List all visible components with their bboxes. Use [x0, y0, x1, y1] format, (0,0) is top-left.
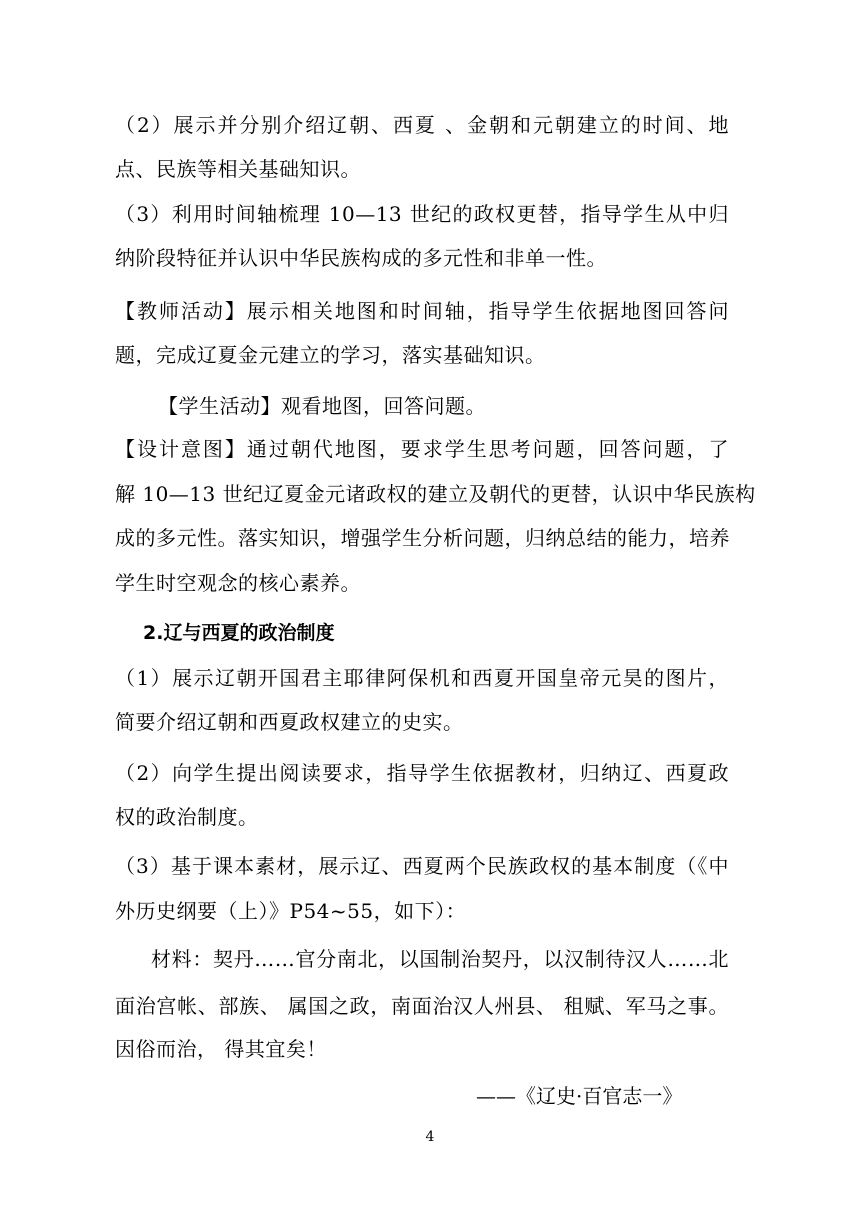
paragraph-line: 【设计意图】通过朝代地图，要求学生思考问题，回答问题，了: [115, 437, 729, 461]
material-line: 因俗而治， 得其宜矣！: [115, 1037, 327, 1061]
paragraph-line: 题，完成辽夏金元建立的学习，落实基础知识。: [115, 343, 546, 367]
material-line: 面治宫帐、部族、 属国之政，南面治汉人州县、 租赋、军马之事。: [115, 994, 729, 1018]
paragraph-line: 简要介绍辽朝和西夏政权建立的史实。: [115, 710, 464, 734]
paragraph-line: 学生时空观念的核心素养。: [115, 571, 361, 595]
paragraph-line: （3）基于课本素材，展示辽、西夏两个民族政权的基本制度（《中: [115, 854, 729, 878]
paragraph-line: （2）展示并分别介绍辽朝、西夏 、金朝和元朝建立的时间、地: [115, 113, 729, 137]
paragraph-line: 点、民族等相关基础知识。: [115, 157, 361, 181]
quote-source: ——《辽史·百官志一》: [476, 1084, 683, 1108]
material-line: 材料：契丹……官分南北，以国制治契丹，以汉制待汉人……北: [151, 947, 729, 971]
paragraph-line: 解 10—13 世纪辽夏金元诸政权的建立及朝代的更替，认识中华民族构: [115, 482, 756, 506]
paragraph-line: （3）利用时间轴梳理 10—13 世纪的政权更替，指导学生从中归: [115, 202, 729, 226]
paragraph-line: 成的多元性。落实知识，增强学生分析问题，归纳总结的能力，培养: [115, 526, 730, 550]
paragraph-line: 权的政治制度。: [115, 805, 259, 829]
section-heading: 2.辽与西夏的政治制度: [143, 622, 335, 644]
paragraph-line: 外历史纲要（上）》P54~55，如下）：: [115, 899, 467, 923]
paragraph-line: （2）向学生提出阅读要求，指导学生依据教材，归纳辽、西夏政: [115, 761, 729, 785]
paragraph-line: 【教师活动】展示相关地图和时间轴，指导学生依据地图回答问: [115, 299, 729, 323]
paragraph-line: 纳阶段特征并认识中华民族构成的多元性和非单一性。: [115, 246, 607, 270]
page-number: 4: [425, 1129, 435, 1145]
paragraph-line: （1）展示辽朝开国君主耶律阿保机和西夏开国皇帝元昊的图片，: [115, 666, 729, 690]
paragraph-line: 【学生活动】观看地图，回答问题。: [158, 394, 486, 418]
